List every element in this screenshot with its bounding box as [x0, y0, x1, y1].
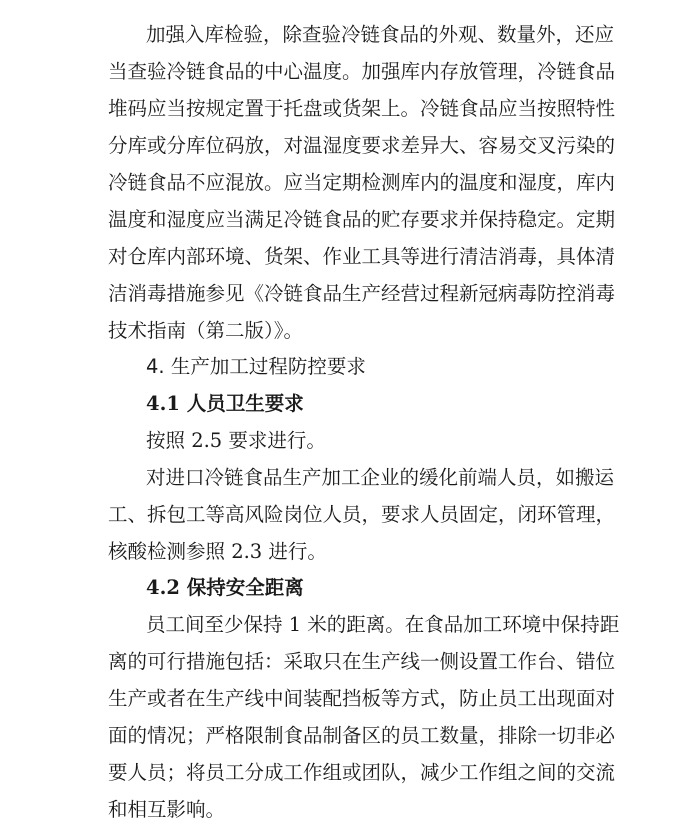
paragraph-line: 温度和湿度应当满足冷链食品的贮存要求并保持稳定。定期	[108, 208, 616, 231]
paragraph-line: 堆码应当按规定置于托盘或货架上。冷链食品应当按照特性	[108, 97, 616, 120]
paragraph-line: 生产或者在生产线中间装配挡板等方式，防止员工出现面对	[108, 687, 616, 710]
section-heading-4	[146, 353, 366, 381]
section-number: 4.2	[146, 576, 180, 599]
paragraph-line: 要人员；将员工分成工作组或团队，减少工作组之间的交流	[108, 761, 616, 784]
paragraph-line: 离的可行措施包括：采取只在生产线一侧设置工作台、错位	[108, 650, 616, 673]
paragraph-line: 对进口冷链食品生产加工企业的缓化前端人员，如搬运	[146, 466, 615, 489]
paragraph-line: 技术指南（第二版）》。	[108, 319, 304, 342]
paragraph-line: 面的情况；严格限制食品制备区的员工数量，排除一切非必	[108, 724, 616, 747]
paragraph-line: 洁消毒措施参见《冷链食品生产经营过程新冠病毒防控消毒	[108, 282, 616, 305]
paragraph-line: 分库或分库位码放，对温湿度要求差异大、容易交叉污染的	[108, 134, 616, 157]
section-heading-4-1	[146, 390, 304, 418]
paragraph-line: 对仓库内部环境、货架、作业工具等进行清洁消毒，具体清	[108, 245, 616, 268]
paragraph-line: 加强入库检验，除查验冷链食品的外观、数量外，还应	[146, 23, 615, 46]
paragraph-line: 和相互影响。	[108, 798, 226, 821]
section-number: 4.	[146, 355, 165, 378]
section-title: 人员卫生要求	[186, 392, 304, 415]
paragraph-line: 工、拆包工等高风险岗位人员，要求人员固定，闭环管理，	[108, 503, 616, 526]
paragraph-line: 当查验冷链食品的中心温度。加强库内存放管理，冷链食品	[108, 60, 616, 83]
section-title: 保持安全距离	[186, 576, 304, 599]
section-heading-4-2	[146, 574, 304, 602]
paragraph-line: 冷链食品不应混放。应当定期检测库内的温度和湿度，库内	[108, 171, 616, 194]
paragraph-line: 核酸检测参照 2.3 进行。	[108, 540, 327, 563]
section-number: 4.1	[146, 392, 180, 415]
section-title: 生产加工过程防控要求	[170, 355, 366, 378]
paragraph-line: 按照 2.5 要求进行。	[146, 429, 326, 452]
paragraph-line: 员工间至少保持 1 米的距离。在食品加工环境中保持距	[146, 613, 620, 636]
